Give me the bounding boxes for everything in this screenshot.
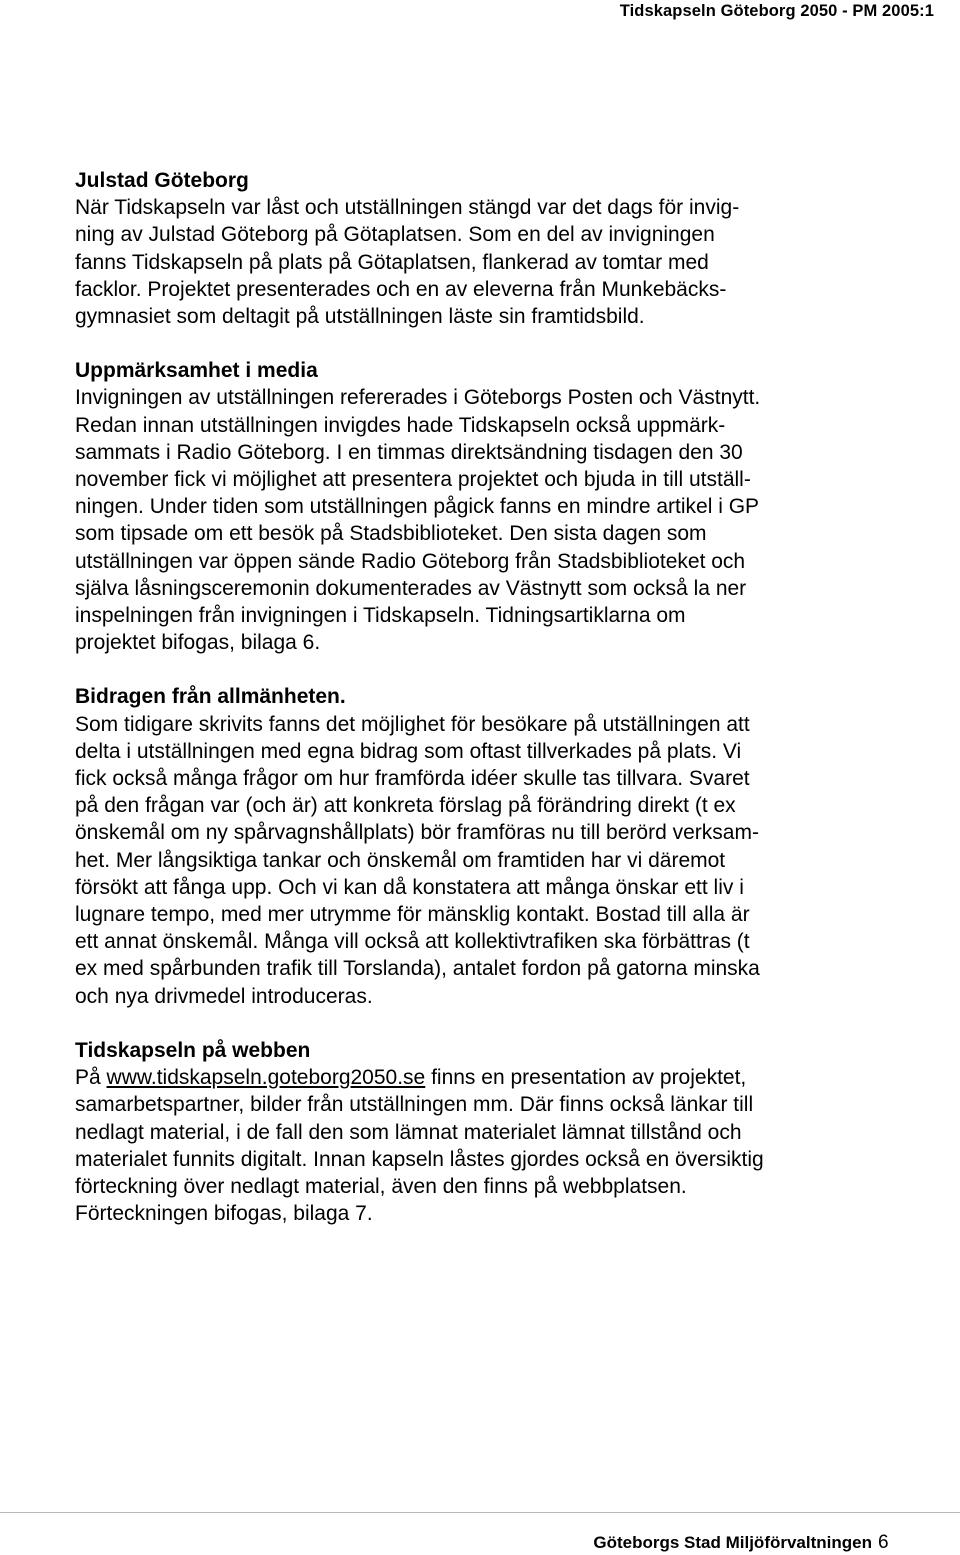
- website-link[interactable]: www.tidskapseln.goteborg2050.se: [106, 1066, 426, 1090]
- body-text-before-link: På: [75, 1066, 107, 1090]
- section-body: [75, 1064, 865, 1227]
- section-media-attention: [75, 357, 865, 656]
- section-body: När Tidskapseln var låst och utställningen stängd var det dags för invig- ning av Julstad Göteborg på Götaplatsen. Som en del av invigningen fanns Tidskapseln på plats på Götaplatsen, flankerad av tomtar med facklor. Projektet presenterades och en av eleverna från Munkebäcks- gymnasiet som deltagit på utställningen läste sin framtidsbild.: [75, 196, 740, 329]
- section-body: Som tidigare skrivits fanns det möjlighet för besökare på utställningen att delta i utställningen med egna bidrag som oftast tillverkades på plats. Vi fick också många frågor om hur framförda idéer skulle tas tillvara. Svaret på den frågan var (och är) att konkreta förslag på förändring direkt (t ex önskemål om ny spårvagnshållplats) bör framföras nu till berörd verksam- het. Mer långsiktiga tankar och önskemål om framtiden har vi däremot försökt att fånga upp. Och vi kan då konstatera att många önskar ett liv i lugnare tempo, med mer utrymme för mänsklig kontakt. Bostad till alla är ett annat önskemål. Många vill också att kollektivtrafiken ska förbättras (t ex med spårbunden trafik till Torslanda), antalet fordon på gatorna minska och nya drivmedel introduceras.: [75, 712, 760, 1008]
- section-body: Invigningen av utställningen refererades i Göteborgs Posten och Västnytt. Redan innan utställningen invigdes hade Tidskapseln också uppmärk- sammats i Radio Göteborg. I en timmas direktsändning tisdagen den 30 november fick vi möjlighet att presentera projektet och bjuda in till utställ- ningen. Under tiden som utställningen pågick fanns en mindre artikel i GP som tipsade om ett besök på Stadsbiblioteket. Den sista dagen som utställningen var öppen sände Radio Göteborg från Stadsbiblioteket och själva låsningsceremonin dokumenterades av Västnytt som också la ner inspelningen från invigningen i Tidskapseln. Tidningsartiklarna om projektet bifogas, bilaga 6.: [75, 386, 761, 655]
- section-julstad-goteborg: [75, 167, 865, 330]
- section-heading: Tidskapseln på webben: [75, 1038, 311, 1062]
- footer-organization: Göteborgs Stad Miljöförvaltningen: [593, 1533, 872, 1552]
- footer-divider: [0, 1512, 960, 1513]
- body-text-after-link: finns en presentation av projektet, samarbetspartner, bilder från utställningen mm. Där finns också länkar till nedlagt material, i de fall den som lämnat materialet lämnat tillstånd och materialet funnits digitalt. Innan kapseln låstes gjordes också en översiktig förteckning över nedlagt material, även den finns på webbplatsen. Förteckningen bifogas, bilaga 7.: [75, 1066, 764, 1226]
- section-web: [75, 1037, 865, 1227]
- section-public-contributions: [75, 683, 865, 1009]
- section-heading: Bidragen från allmänheten.: [75, 685, 346, 709]
- section-heading: Uppmärksamhet i media: [75, 359, 318, 383]
- section-heading: Julstad Göteborg: [75, 169, 249, 192]
- page-content: [75, 167, 865, 1227]
- running-header: Tidskapseln Göteborg 2050 - PM 2005:1: [619, 2, 934, 20]
- page-number: 6: [878, 1532, 889, 1553]
